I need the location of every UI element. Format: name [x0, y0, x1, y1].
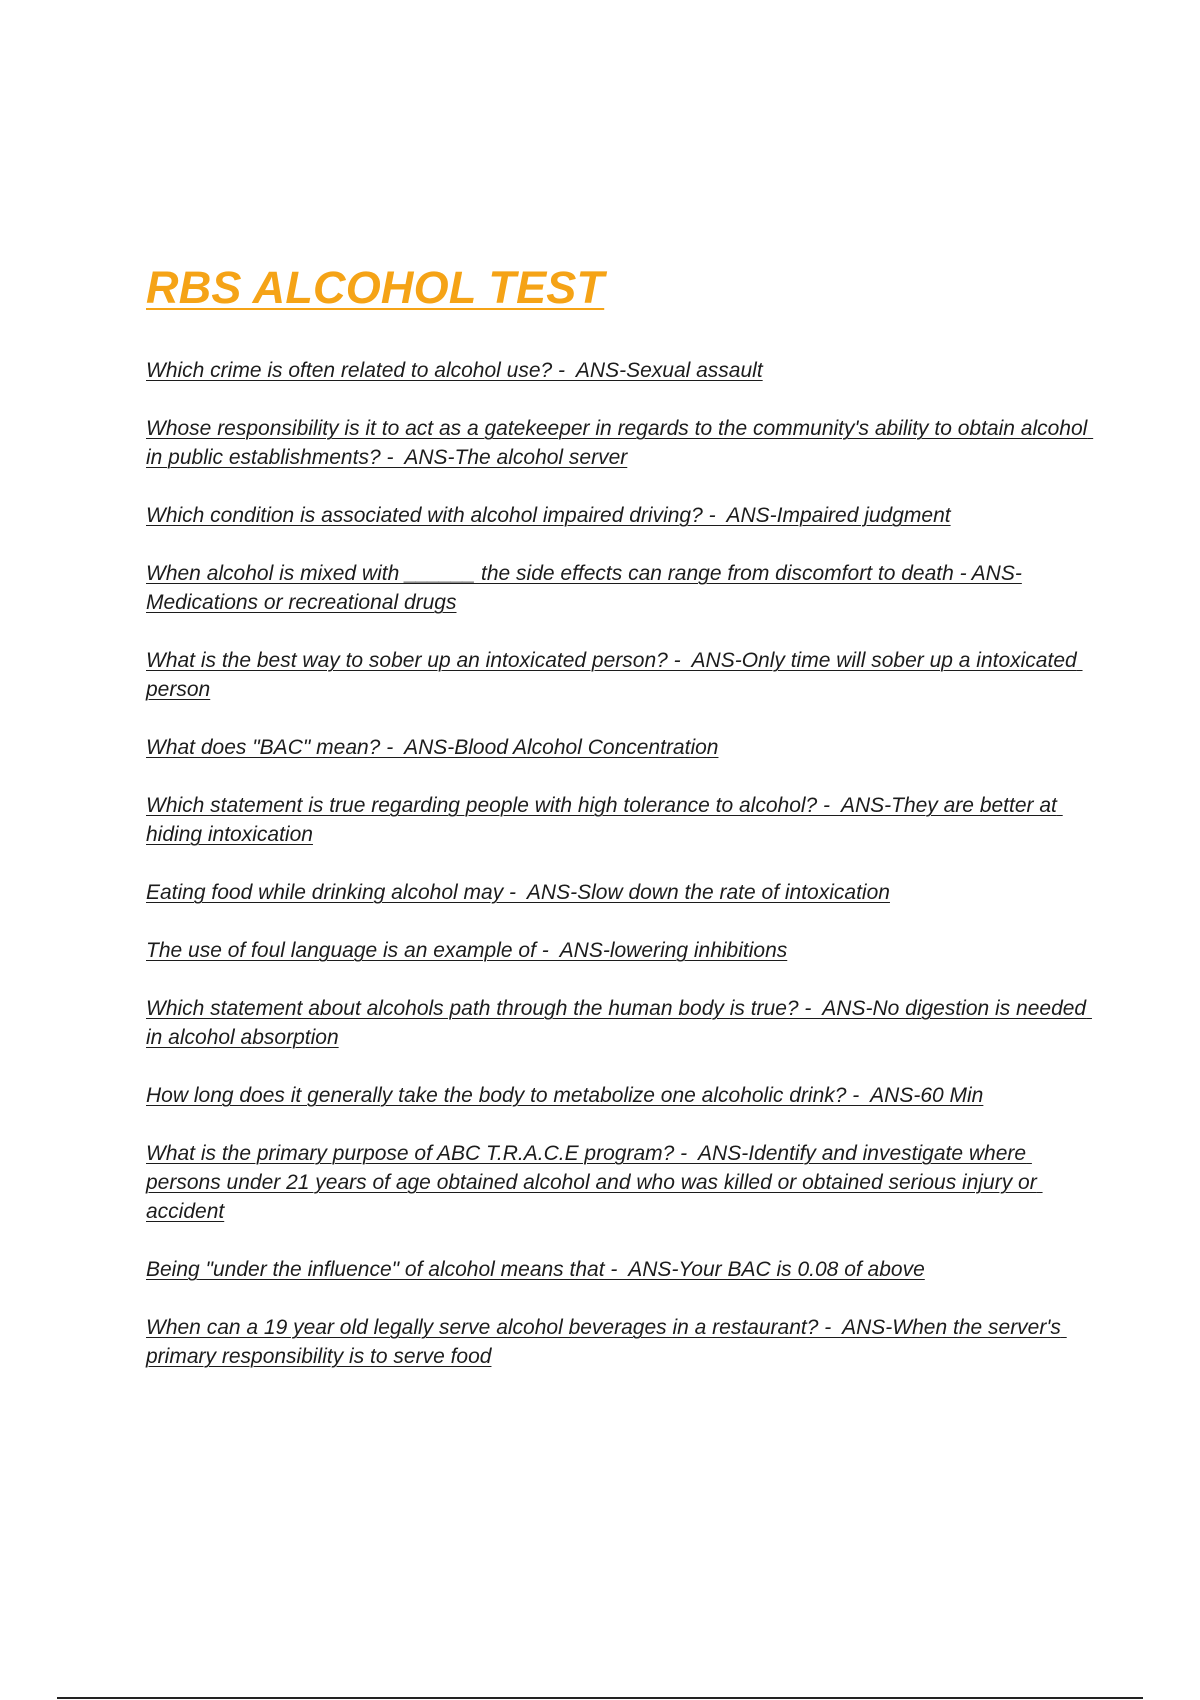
- qa-item: Being "under the influence" of alcohol means that - ANS-Your BAC is 0.08 of above: [146, 1258, 925, 1281]
- qa-item: Eating food while drinking alcohol may - ANS-Slow down the rate of intoxication: [146, 881, 890, 904]
- qa-item: When alcohol is mixed with ______ the side effects can range from discomfort to death - ANS-Medications or recreational drugs: [146, 562, 1022, 614]
- question-answer-list: [146, 356, 1096, 1371]
- qa-item: Which statement about alcohols path through the human body is true? - ANS-No digestion is needed in alcohol absorption: [146, 997, 1092, 1049]
- qa-item: Which condition is associated with alcohol impaired driving? - ANS-Impaired judgment: [146, 504, 951, 527]
- qa-item: What does "BAC" mean? - ANS-Blood Alcohol Concentration: [146, 736, 719, 759]
- page-title: RBS ALCOHOL TEST: [146, 262, 605, 313]
- qa-item: When can a 19 year old legally serve alcohol beverages in a restaurant? - ANS-When the server's primary responsibility is to serve food: [146, 1316, 1067, 1368]
- footer-divider: [57, 1697, 1143, 1699]
- qa-item: What is the primary purpose of ABC T.R.A.C.E program? - ANS-Identify and investigate where persons under 21 years of age obtained alcohol and who was killed or obtained serious injury or accident: [146, 1142, 1043, 1223]
- qa-item: Whose responsibility is it to act as a gatekeeper in regards to the community's ability to obtain alcohol in public establishments? - ANS-The alcohol server: [146, 417, 1094, 469]
- qa-item: The use of foul language is an example of - ANS-lowering inhibitions: [146, 939, 788, 962]
- qa-item: Which statement is true regarding people with high tolerance to alcohol? - ANS-They are better at hiding intoxication: [146, 794, 1063, 846]
- qa-item: How long does it generally take the body to metabolize one alcoholic drink? - ANS-60 Min: [146, 1084, 984, 1107]
- qa-item: Which crime is often related to alcohol use? - ANS-Sexual assault: [146, 359, 763, 382]
- qa-item: What is the best way to sober up an intoxicated person? - ANS-Only time will sober up a intoxicated person: [146, 649, 1083, 701]
